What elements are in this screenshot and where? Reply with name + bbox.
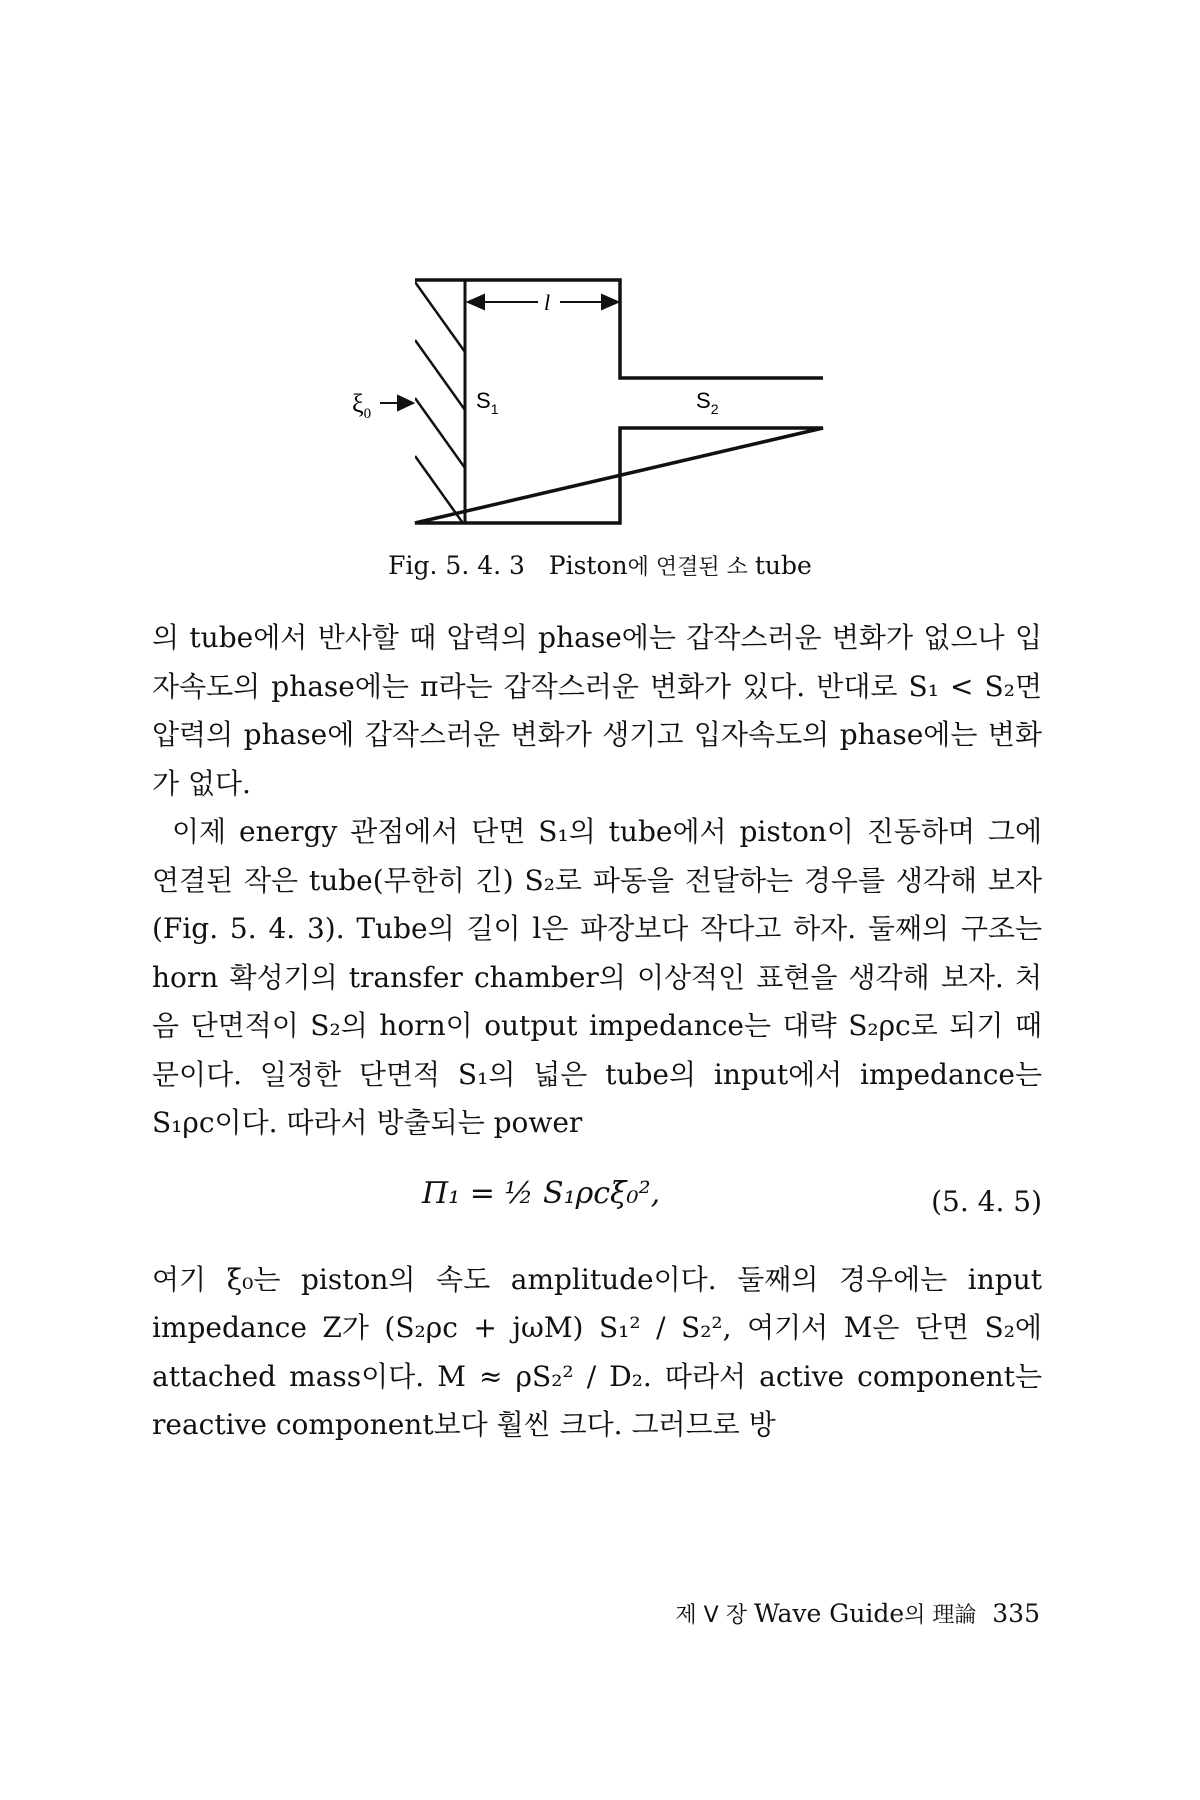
footer-chapter-k: 제 V 장: [675, 1603, 754, 1628]
figure-caption: [0, 550, 1200, 581]
footer-chapter-tail: 의 理論: [904, 1603, 977, 1628]
length-label: l: [544, 290, 551, 315]
xi-label: $\xi_0$: [352, 389, 372, 422]
piston-hatch: [415, 282, 465, 526]
page-footer: [0, 1598, 1040, 1629]
figure-piston-tube: [0, 0, 1200, 600]
paragraph-1: 의 tube에서 반사할 때 압력의 phase에는 갑작스러운 변화가 없으나 입자속도의 phase에는 π라는 갑작스러운 변화가 있다. 반대로 S₁ < S₂면 압력의 phase에 갑작스러운 변화가 생기고 입자속도의 phase에는 변화가 없다.: [152, 621, 1042, 800]
body-text: [152, 614, 1042, 1450]
caption-number: Fig. 5. 4. 3: [388, 551, 525, 580]
caption-text-a: Piston: [548, 551, 628, 580]
equation-number: (5. 4. 5): [931, 1184, 1042, 1218]
equation-formula: Π₁ = ½ S₁ρcξ̇₀²,: [422, 1175, 661, 1211]
length-dimension-arrow: [468, 295, 618, 309]
equation-5-4-5: [152, 1156, 1042, 1250]
footer-chapter-title: Wave Guide: [753, 1599, 905, 1628]
xi-arrow: [380, 396, 413, 410]
s2-label: $S_2$: [696, 388, 719, 417]
page-number: 335: [992, 1599, 1040, 1628]
caption-text-b: 에 연결된 소: [627, 555, 755, 580]
paragraph-3: 여기 ξ̇₀는 piston의 속도 amplitude이다. 둘째의 경우에는 input impedance Z가 (S₂ρc + jωM) S₁² / S₂², 여기서 M은 단면 S₂에 attached mass이다. M ≈ ρS₂² / D₂. 따라서 active component는 reactive component보다 훨씬 크다. 그러므로 방: [152, 1262, 1042, 1441]
caption-text-c: tube: [754, 551, 812, 580]
s1-label: $S_1$: [476, 388, 499, 417]
paragraph-2: 이제 energy 관점에서 단면 S₁의 tube에서 piston이 진동하며 그에 연결된 작은 tube(무한히 긴) S₂로 파동을 전달하는 경우를 생각해 보자(Fig. 5. 4. 3). Tube의 길이 l은 파장보다 작다고 하자. 둘째의 구조는 horn 확성기의 transfer chamber의 이상적인 표현을 생각해 보자. 처음 단면적이 S₂의 horn이 output impedance는 대략 S₂ρc로 되기 때문이다. 일정한 단면적 S₁의 넓은 tube의 input에서 impedance는 S₁ρc이다. 따라서 방출되는 power: [152, 815, 1042, 1139]
